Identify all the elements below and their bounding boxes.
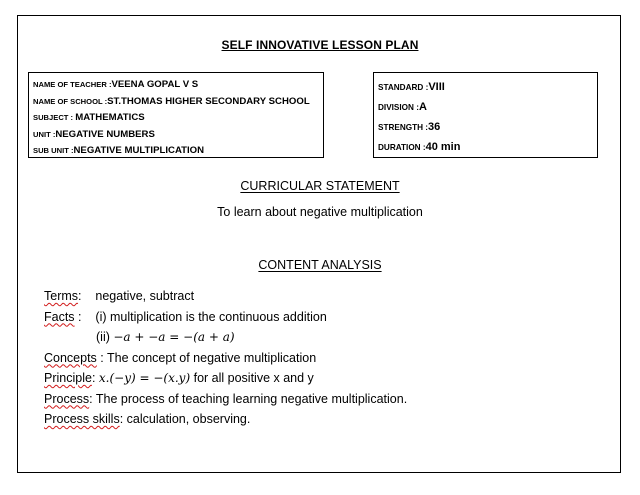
subject-label: SUBJECT :	[33, 113, 76, 123]
teacher-row	[33, 78, 319, 95]
teacher-label: NAME OF TEACHER :	[33, 80, 112, 89]
concepts-text: : The concept of negative multiplication	[96, 350, 317, 365]
facts-text: : (i) multiplication is the continuous addition	[74, 309, 327, 324]
standard-label: STANDARD :	[378, 83, 429, 92]
division-row	[378, 98, 593, 118]
principle-sep: :	[91, 371, 99, 385]
division-value: A	[418, 101, 427, 113]
teacher-info-box	[28, 72, 324, 158]
unit-row	[33, 128, 319, 145]
subunit-label: SUB UNIT :	[33, 146, 74, 156]
terms-label: Terms	[44, 289, 79, 303]
teacher-value: VEENA GOPAL V S	[111, 79, 199, 90]
standard-row	[378, 78, 593, 98]
curricular-heading	[0, 179, 640, 193]
concepts-label: Concepts	[44, 350, 97, 365]
strength-label: STRENGTH :	[378, 123, 429, 132]
page-title	[0, 38, 640, 52]
division-label: DIVISION :	[378, 103, 419, 112]
strength-row	[378, 118, 593, 138]
standard-value: VIII	[428, 81, 445, 93]
facts-label: Facts	[44, 309, 75, 324]
standard-info-box	[373, 72, 598, 158]
principle-text: for all positive x and y	[190, 371, 314, 385]
subject-row	[33, 111, 319, 128]
title-text: SELF INNOVATIVE LESSON PLAN	[221, 38, 419, 52]
principle-label: Principle	[44, 371, 92, 385]
strength-value: 36	[428, 121, 441, 133]
facts-ii-prefix: (ii)	[96, 330, 114, 344]
school-label: NAME OF SCHOOL :	[33, 96, 108, 106]
concepts-line	[44, 349, 604, 370]
process-line	[44, 390, 604, 411]
principle-line	[44, 369, 604, 390]
facts-line	[44, 308, 604, 329]
process-text: : The process of teaching learning negative multiplication.	[89, 391, 408, 406]
duration-row	[378, 138, 593, 158]
content-analysis-body	[44, 287, 604, 431]
process-skills-text: : calculation, observing.	[119, 412, 251, 426]
unit-value: NEGATIVE NUMBERS	[55, 128, 155, 140]
subunit-row	[33, 144, 319, 161]
content-analysis-heading-text: CONTENT ANALYSIS	[258, 258, 382, 272]
school-row	[33, 95, 319, 112]
process-skills-label: Process skills	[44, 412, 120, 426]
facts-ii-line	[44, 328, 604, 349]
unit-label: UNIT :	[33, 129, 56, 139]
terms-text: : negative, subtract	[78, 289, 195, 303]
duration-value: 40 min	[425, 141, 461, 153]
subject-value: MATHEMATICS	[75, 112, 145, 124]
terms-line	[44, 287, 604, 308]
content-analysis-heading	[0, 258, 640, 272]
principle-formula: x.(−y) = −(x.y)	[98, 371, 191, 385]
school-value: ST.THOMAS HIGHER SECONDARY SCHOOL	[107, 95, 310, 107]
duration-label: DURATION :	[378, 143, 426, 152]
curricular-statement: To learn about negative multiplication	[217, 205, 423, 219]
process-skills-line	[44, 410, 604, 431]
subunit-value: NEGATIVE MULTIPLICATION	[73, 145, 205, 157]
facts-ii-formula: −a + −a = −(a + a)	[113, 330, 235, 344]
process-label: Process	[44, 391, 90, 406]
curricular-heading-text: CURRICULAR STATEMENT	[240, 179, 400, 193]
